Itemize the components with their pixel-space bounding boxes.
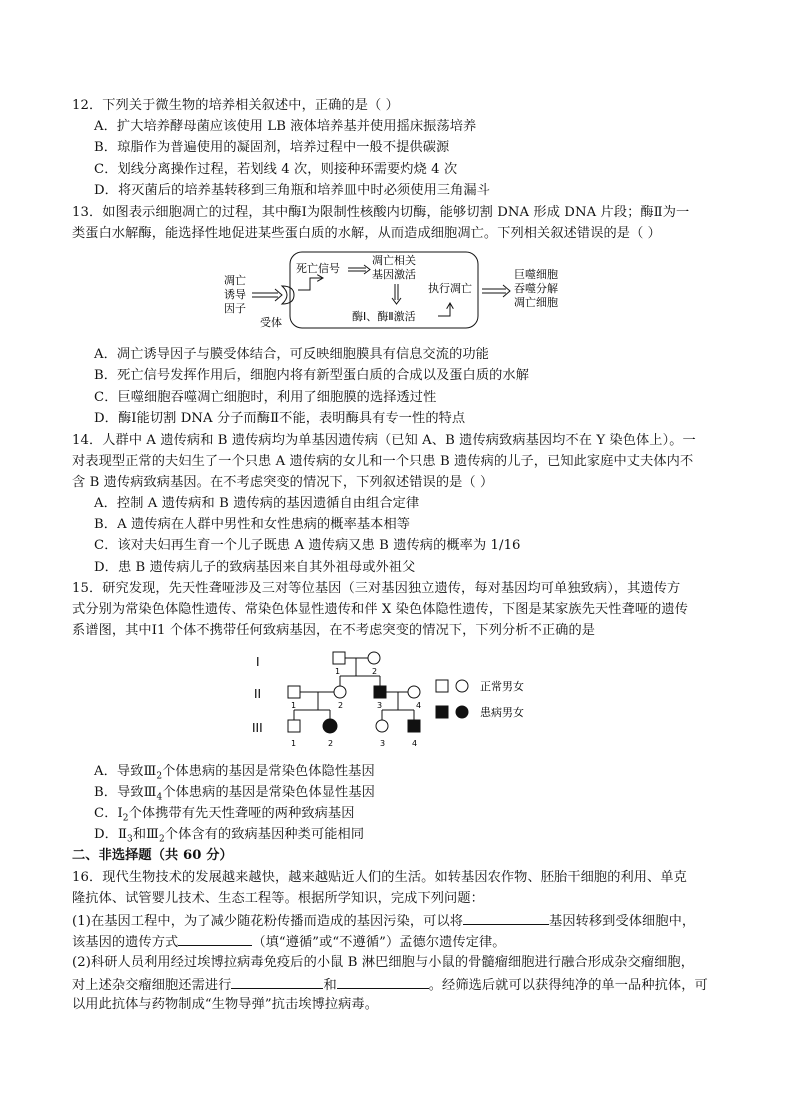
legend-normal-female-icon [456,680,468,692]
ped-ii2-num: 2 [338,701,344,710]
ped-iii3-normal-female [376,720,388,732]
q16-part2-line1: (2)科研人员利用经过埃博拉病毒免疫后的小鼠 B 淋巴细胞与小鼠的骨髓瘤细胞进行融合形成杂交瘤细胞， [72,955,695,970]
q13-stem-line2: 类蛋白水解酶，能选择性地促进某些蛋白质的水解，从而造成细胞凋亡。下列相关叙述错误的是（ ） [72,226,661,241]
ped-ii4-num: 4 [416,701,422,710]
output-arrow-icon [482,285,510,297]
down-arrow-icon [392,284,401,304]
q16-part2-line2: 对上述杂交瘤细胞还需进行 和 。经筛选后就可以获得纯净的单一品种抗体，可 [72,974,708,996]
ped-ii3-affected-male [374,686,386,698]
blank-field[interactable] [231,974,323,989]
ped-ii4-normal-female [408,686,420,698]
q12-option-a: A．扩大培养酵母菌应该使用 LB 液体培养基并使用摇床振荡培养 [94,119,477,134]
q12-option-d: D．将灭菌后的培养基转移到三角瓶和培养皿中时必须使用三角漏斗 [94,183,491,198]
q15-option-a: A．导致$Ⅲ_2$个体患病的基因是常染色体隐性基因 [94,764,375,782]
legend-affected-female-icon [456,706,468,718]
q13-option-a: A．凋亡诱导因子与膜受体结合，可反映细胞膜具有信息交流的功能 [94,347,489,362]
q16-part2-line3: 以用此抗体与药物制成“生物导弹”抗击埃博拉病毒。 [72,997,379,1012]
generation-ii-label: II [254,687,262,701]
q14-stem-line1: 14．人群中 A 遗传病和 B 遗传病均为单基因遗传病（已知 A、B 遗传病致病基因均不在 Y 染色体上）。一 [72,433,696,448]
legend-normal-label: 正常男女 [480,680,524,693]
inducer-label-3: 因子 [224,302,246,315]
apoptosis-diagram [220,248,580,334]
generation-i-label: I [256,655,260,669]
ped-iii1-num: 1 [291,739,297,748]
gene-activation-label-2: 基因激活 [372,268,416,281]
q15-stem-line3: 系谱图，其中Ⅰ1 个体不携带任何致病基因，在不考虑突变的情况下，下列分析不正确的是 [72,623,596,638]
ped-i1-num: 1 [335,667,341,676]
legend-normal-male-icon [436,680,448,692]
q12-option-b: B．琼脂作为普遍使用的凝固剂，培养过程中一般不提供碳源 [94,140,450,155]
ped-iii2-num: 2 [328,739,334,748]
ped-i2-num: 2 [372,667,378,676]
ped-iii2-affected-female [323,719,337,733]
blank-field[interactable] [178,931,252,946]
q16-stem-line2: 隆抗体、试管婴儿技术、生态工程等。根据所学知识，完成下列问题： [72,891,484,906]
ped-i1-normal-male [333,652,345,664]
ped-ii1-num: 1 [291,701,297,710]
section-heading-nonchoice: 二、非选择题（共 60 分） [72,848,233,863]
ped-iii1-normal-male [288,720,300,732]
q15-option-d: D．$Ⅱ_3$和$Ⅲ_2$个体含有的致病基因种类可能相同 [94,827,365,845]
legend-affected-male-icon [436,706,448,718]
double-arrow-icon [252,289,282,301]
ped-ii2-normal-female [334,686,346,698]
q14-option-c: C．该对夫妇再生育一个儿子既患 A 遗传病又患 B 遗传病的概率为 1/16 [94,538,521,553]
macrophage-label-3: 凋亡细胞 [514,296,558,309]
inducer-label-1: 凋亡 [224,274,246,287]
blank-field[interactable] [463,910,549,925]
q14-option-d: D．患 B 遗传病儿子的致病基因来自其外祖母或外祖父 [94,560,416,575]
q14-option-a: A．控制 A 遗传病和 B 遗传病的基因遗循自由组合定律 [94,496,420,511]
enzyme-activation-label: 酶Ⅰ、酶Ⅱ激活 [352,310,416,323]
q13-option-d: D．酶Ⅰ能切割 DNA 分子而酶Ⅱ不能，表明酶具有专一性的特点 [94,411,466,426]
ped-iii3-num: 3 [380,739,386,748]
receptor-label: 受体 [260,316,282,329]
inducer-label-2: 诱导 [224,288,246,301]
ped-i2-normal-female [368,652,380,664]
death-signal-label: 死亡信号 [296,262,340,275]
macrophage-label-1: 巨噬细胞 [514,268,558,281]
q13-stem-line1: 13．如图表示细胞凋亡的过程，其中酶Ⅰ为限制性核酸内切酶，能够切割 DNA 形成 DNA 片段；酶Ⅱ为一 [72,205,690,220]
q15-option-c: C．$Ⅰ_2$个体携带有先天性聋哑的两种致病基因 [94,806,355,824]
ped-ii1-normal-male [288,686,300,698]
q14-stem-line2: 对表现型正常的夫妇生了一个只患 A 遗传病的女儿和一个只患 B 遗传病的儿子，已知此家庭中丈夫体内不 [72,454,694,469]
q15-option-b: B．导致$Ⅲ_4$个体患病的基因是常染色体显性基因 [94,785,375,803]
receptor-icon [282,286,294,304]
q14-stem-line3: 含 B 遗传病致病基因。在不考虑突变的情况下，下列叙述错误的是（ ） [72,475,494,490]
arrow-icon [348,265,370,274]
q12-option-c: C．划线分离操作过程，若划线 4 次，则接种环需要灼烧 4 次 [94,162,458,177]
q12-stem: 12．下列关于微生物的培养相关叙述中，正确的是（ ） [72,98,399,113]
q14-option-b: B．A 遗传病在人群中男性和女性患病的概率基本相等 [94,517,411,532]
ped-iii4-affected-male [408,720,420,732]
execute-apoptosis-label: 执行凋亡 [428,282,472,295]
legend-affected-label: 患病男女 [480,706,524,719]
q16-part1-line2: 该基因的遗传方式 （填“遵循”或“不遵循”）孟德尔遗传定律。 [72,931,506,953]
blank-field[interactable] [337,974,429,989]
q13-option-b: B．死亡信号发挥作用后，细胞内将有新型蛋白质的合成以及蛋白质的水解 [94,368,529,383]
pedigree-chart [248,646,548,752]
q15-stem-line2: 式分别为常染色体隐性遗传、常染色体显性遗传和伴 X 染色体隐性遗传，下图是某家族先天性聋哑的遗传 [72,602,689,617]
macrophage-label-2: 吞噬分解 [514,282,558,295]
q16-part1-line1: (1)在基因工程中，为了减少随花粉传播而造成的基因污染，可以将 基因转移到受体细胞中， [72,910,695,932]
gene-activation-label-1: 凋亡相关 [372,254,416,267]
ped-ii3-num: 3 [377,701,383,710]
ped-iii4-num: 4 [412,739,418,748]
q15-stem-line1: 15．研究发现，先天性聋哑涉及三对等位基因（三对基因独立遗传，每对基因均可单独致病），其遗传方 [72,581,681,596]
q13-option-c: C．巨噬细胞吞噬凋亡细胞时，利用了细胞膜的选择透过性 [94,390,437,405]
q16-stem-line1: 16．现代生物技术的发展越来越快，越来越贴近人们的生活。如转基因农作物、胚胎干细胞的利用、单克 [72,870,687,885]
generation-iii-label: III [252,721,263,735]
